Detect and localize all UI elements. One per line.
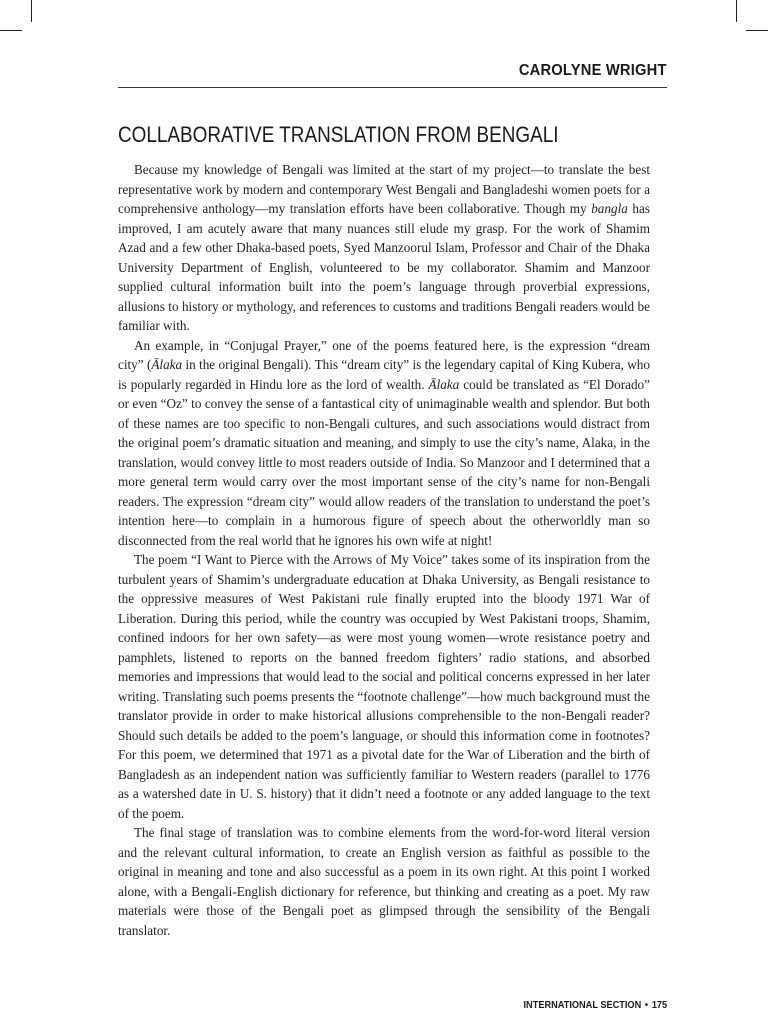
running-header-author: CAROLYNE WRIGHT <box>519 62 667 79</box>
paragraph-4: The final stage of translation was to combine elements from the word-for-word literal version and the relevant cultural information, to create an English version as faithful as possible to the original in meaning and tone and also successful as a poem in its own right. At this point I worked alone, with a Bengali-English dictionary for reference, but thinking and creating as a poet. My raw materials were those of the Bengali poet as glimpsed through the sensibility of the Bengali translator. <box>118 825 650 938</box>
italic-term: Ālaka <box>151 357 183 372</box>
crop-mark-top-right-h <box>746 30 768 31</box>
article-title: COLLABORATIVE TRANSLATION FROM BENGALI <box>118 122 559 147</box>
footer-section-label: INTERNATIONAL SECTION <box>523 1000 642 1011</box>
crop-mark-top-left-h <box>0 30 22 31</box>
crop-mark-top-left <box>31 0 32 22</box>
italic-term: bangla <box>591 201 628 216</box>
page-footer <box>523 1000 667 1011</box>
crop-mark-top-right <box>736 0 737 22</box>
paragraph-2: An example, in “Conjugal Prayer,” one of the poems featured here, is the expression “dream city” (Ālaka in the original Bengali). This “dream city” is the legendary capital of King Kubera, who is popularly regarded in Hindu lore as the lord of wealth. Ālaka could be translated as “El Dorado” or even “Oz” to convey the sense of a fantastical city of unimaginable wealth and splendor. But both of these names are too specific to non-Bengali cultures, and such associations would distract from the original poem’s dramatic situation and meaning, and simply to use the city’s name, Alaka, in the translation, would convey little to most readers outside of India. So Manzoor and I determined that a more general term would carry over the most important sense of the city’s name for non-Bengali readers. The expression “dream city” would allow readers of the translation to understand the poet’s intention here—to complain in a humorous figure of speech about the otherworldly man so disconnected from the real world that he ignores his own wife at night! <box>118 337 651 548</box>
paragraph-1: Because my knowledge of Bengali was limited at the start of my project—to translate the best representative work by modern and contemporary West Bengali and Bangladeshi women poets for a comprehensive anthology—my translation efforts have been collaborative. Though my bangla has improved, I am acutely aware that many nuances still elude my grasp. For the work of Shamim Azad and a few other Dhaka-based poets, Syed Manzoorul Islam, Professor and Chair of the Dhaka University Department of English, volunteered to be my collaborator. Shamim and Manzoor supplied cultural information built into the poem’s language through proverbial expressions, allusions to history or mythology, and references to customs and traditions Bengali readers would be familiar with. <box>118 162 650 333</box>
italic-term: Ālaka <box>428 376 460 392</box>
footer-bullet: • <box>644 1000 648 1011</box>
header-rule <box>118 87 667 88</box>
article-body <box>118 160 650 940</box>
paragraph-3: The poem “I Want to Pierce with the Arrows of My Voice” takes some of its inspiration from the turbulent years of Shamim’s undergraduate education at Dhaka University, as Bengali resistance to the oppressive measures of West Pakistani rule finally erupted into the bloody 1971 War of Liberation. During this period, while the country was occupied by West Pakistani troops, Shamim, confined indoors for her own safety—as were most young women—wrote resistance poetry and pamphlets, listened to reports on the banned freedom fighters’ radio stations, and absorbed memories and impressions that would lead to the social and political concerns expressed in her later writing. Translating such poems presents the “footnote challenge”—how much background must the translator provide in order to make historical allusions comprehensible to the non-Bengali reader? Should such details be added to the poem’s language, or should this information come in footnotes? For this poem, we determined that 1971 as a pivotal date for the War of Liberation and the birth of Bangladesh as an independent nation was sufficiently familiar to Western readers (parallel to 1776 as a watershed date in U. S. history) that it didn’t need a footnote or any added language to the text of the poem. <box>118 552 650 821</box>
page-number: 175 <box>651 1000 667 1011</box>
